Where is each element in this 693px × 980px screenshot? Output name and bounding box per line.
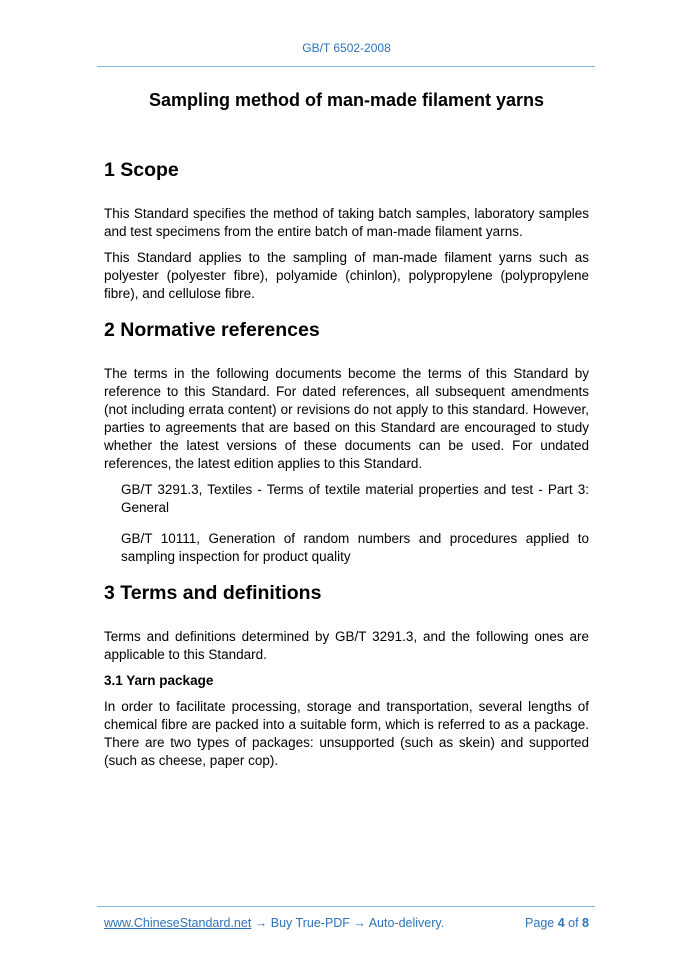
page-of: of	[564, 916, 583, 930]
scope-paragraph-1: This Standard specifies the method of taking batch samples, laboratory samples and test specimens from the entire batch of man-made filament yarns.	[104, 206, 589, 239]
reference-item: GB/T 10111, Generation of random numbers and procedures applied to sampling inspection for product quality	[121, 531, 589, 564]
footer-divider	[97, 906, 595, 907]
page-indicator	[525, 916, 589, 930]
running-header: GB/T 6502-2008	[302, 41, 391, 55]
page-number: 4	[557, 916, 565, 930]
subsection-heading-yarn-package: 3.1 Yarn package	[104, 673, 214, 688]
normative-paragraph-1: The terms in the following documents become the terms of this Standard by reference to this Standard. For dated references, all subsequent amendments (not including errata content) or revisions do not apply to this standard. However, parties to agreements that are based on this Standard are encouraged to study whether the latest versions of these documents can be used. For undated references, the latest edition applies to this Standard.	[104, 366, 589, 471]
document-title: Sampling method of man-made filament yarns	[148, 90, 545, 110]
terms-paragraph-1: Terms and definitions determined by GB/T 3291.3, and the following ones are applicable to this Standard.	[104, 629, 589, 662]
website-link[interactable]: www.ChineseStandard.net	[104, 916, 252, 930]
section-heading-normative-references: 2 Normative references	[104, 319, 320, 341]
scope-paragraph-2: This Standard applies to the sampling of man-made filament yarns such as polyester (polyester fibre), polyamide (chinlon), polypropylene (polypropylene fibre), and cellulose fibre.	[104, 250, 589, 301]
document-body	[104, 155, 589, 770]
section-heading-terms: 3 Terms and definitions	[104, 582, 322, 604]
footer	[104, 916, 589, 930]
page-prefix: Page	[525, 916, 558, 930]
section-heading-scope: 1 Scope	[104, 159, 179, 181]
page-total: 8	[582, 916, 589, 930]
reference-item: GB/T 3291.3, Textiles - Terms of textile material properties and test - Part 3: General	[121, 482, 589, 515]
header-divider	[97, 66, 595, 67]
footer-promo-text: → Buy True-PDF → Auto-delivery.	[251, 916, 445, 930]
yarn-package-paragraph: In order to facilitate processing, storage and transportation, several lengths of chemical fibre are packed into a suitable form, which is referred to as a package. There are two types of packages: unsupported (such as skein) and supported (such as cheese, paper cop).	[104, 699, 589, 768]
